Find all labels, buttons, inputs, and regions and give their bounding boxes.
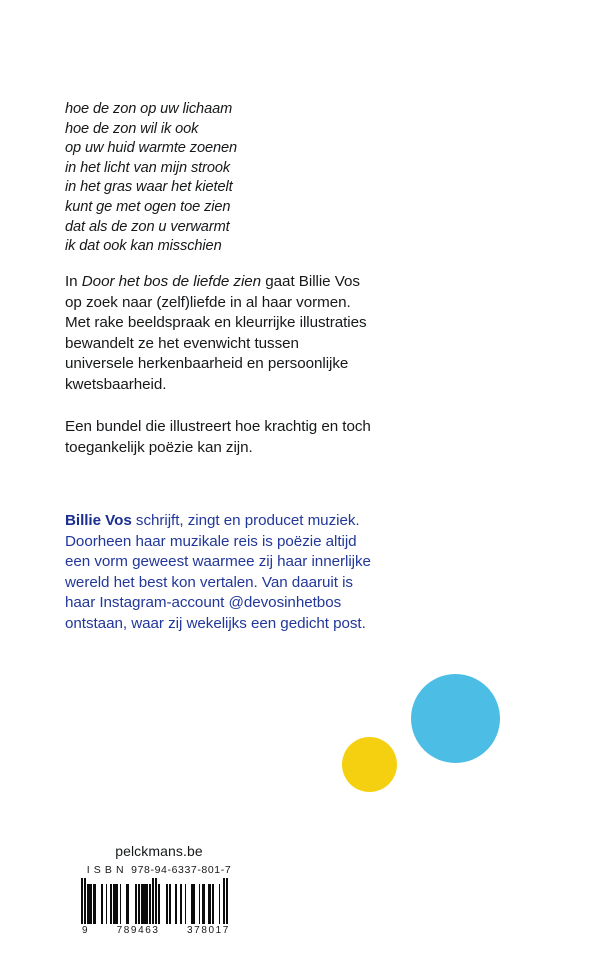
barcode-digit-left: 9 — [82, 925, 90, 936]
barcode-digits — [81, 925, 231, 936]
blurb-line: Met rake beeldspraak en kleurrijke illustraties — [65, 314, 367, 332]
poem-line: hoe de zon op uw lichaam — [65, 101, 233, 117]
publisher-website: pelckmans.be — [115, 843, 203, 859]
book-title-italic: Door het bos de liefde zien — [81, 273, 262, 290]
blurb-line-with-title — [65, 272, 415, 293]
imprint-block — [65, 843, 245, 936]
poem-line: kunt ge met ogen toe zien — [65, 198, 231, 215]
author-bio-line: Doorheen haar muzikale reis is poëzie altijd — [65, 532, 357, 550]
barcode-bar — [226, 878, 228, 924]
poem-line: in het gras waar het kietelt — [65, 179, 233, 196]
blurb-paragraph-1 — [65, 272, 415, 396]
barcode-digit-group-1: 789463 — [116, 925, 160, 936]
author-bio-first-line — [65, 511, 415, 532]
yellow-circle-decoration — [342, 737, 397, 792]
blue-circle-decoration — [411, 674, 500, 763]
blurb-line: universele herkenbaarheid en persoonlijke — [65, 355, 349, 373]
blurb-paragraph-2 — [65, 417, 415, 458]
barcode-digit-group-2: 378017 — [187, 925, 230, 936]
author-bio-line: ontstaan, waar zij wekelijks een gedicht post. — [65, 614, 366, 632]
poem-line: ik dat ook kan misschien — [65, 238, 222, 255]
poem-block — [65, 100, 405, 257]
blurb-line: Een bundel die illustreert hoe krachtig en toch — [65, 418, 371, 435]
barcode — [81, 878, 231, 936]
author-bio-line-tail: schrijft, zingt en producet muziek. — [131, 512, 360, 529]
poem-line: hoe de zon wil ik ook — [65, 120, 199, 137]
poem-line: in het licht van mijn strook — [65, 159, 231, 176]
author-bio-line: een vorm geweest waarmee zij haar innerlijke — [65, 553, 371, 571]
author-name: Billie Vos — [65, 512, 132, 529]
barcode-bars — [81, 878, 231, 924]
author-bio-line: wereld het best kon vertalen. Van daaruit is — [65, 573, 353, 591]
blurb-line: bewandelt ze het evenwicht tussen — [65, 334, 299, 352]
blurb-line: toegankelijk poëzie kan zijn. — [65, 438, 253, 456]
blurb-line-tail: gaat Billie Vos — [261, 273, 360, 290]
blurb-intro-text: In — [65, 273, 82, 290]
author-bio-block — [65, 511, 415, 635]
isbn-line: I S B N 978-94-6337-801-7 — [86, 864, 232, 876]
poem-line: dat als de zon u verwarmt — [65, 218, 230, 235]
blurb-line: op zoek naar (zelf)liefde in al haar vormen. — [65, 293, 351, 311]
poem-line: op uw huid warmte zoenen — [65, 140, 238, 157]
author-bio-line: haar Instagram-account @devosinhetbos — [65, 594, 342, 612]
blurb-line: kwetsbaarheid. — [65, 375, 167, 393]
